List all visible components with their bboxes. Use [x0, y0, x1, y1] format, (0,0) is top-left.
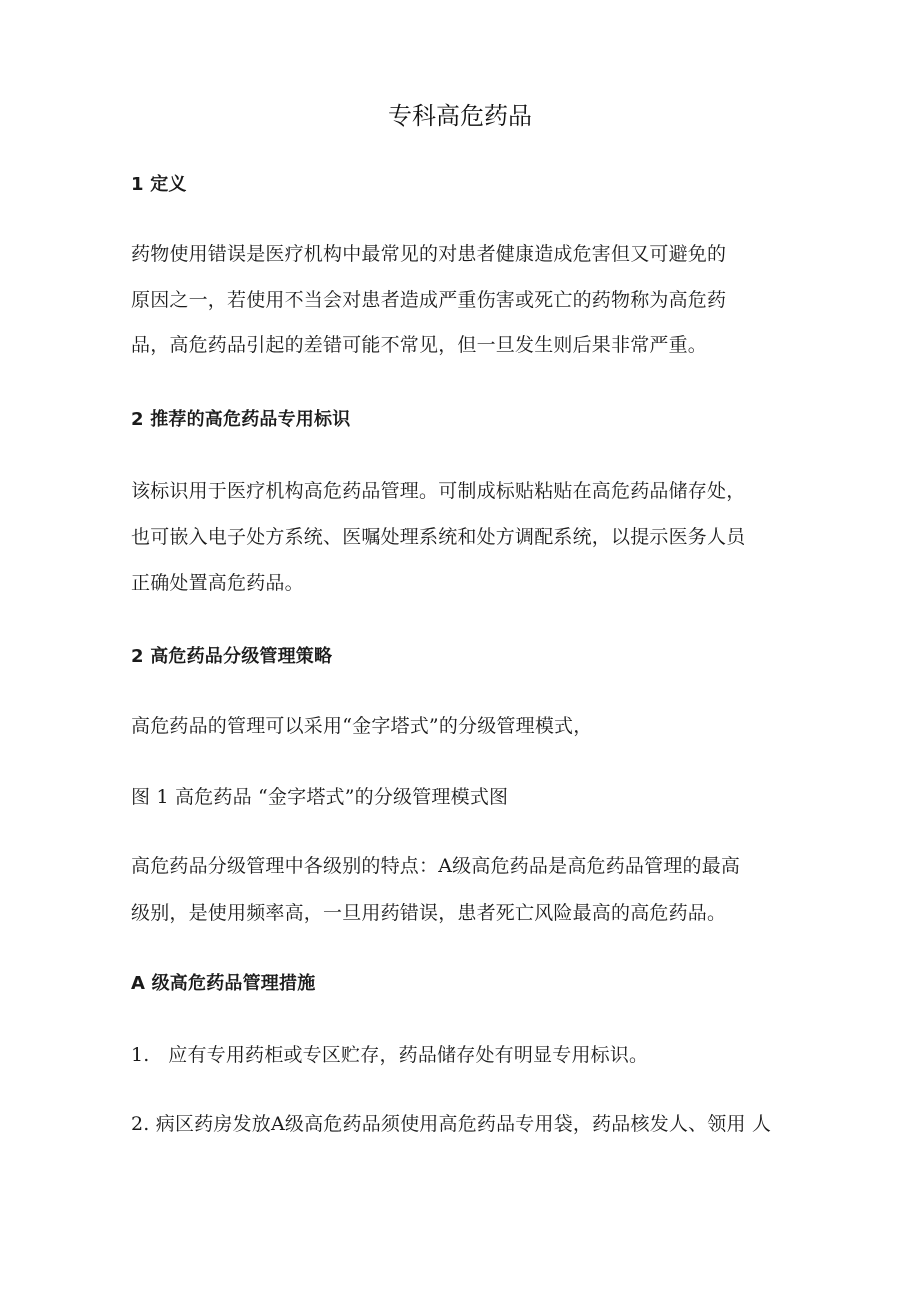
section-heading-definition: 1 定义: [131, 174, 187, 195]
paragraph-line: 原因之一，若使用不当会对患者造成严重伤害或死亡的药物称为高危药: [131, 289, 727, 311]
figure-caption: 图 1 高危药品 “金字塔式”的分级管理模式图: [131, 786, 509, 808]
section-heading-grading-strategy: 2 高危药品分级管理策略: [131, 646, 333, 667]
document-title: 专科高危药品: [388, 102, 532, 130]
paragraph-line: 级别，是使用频率高，一旦用药错误，患者死亡风险最高的高危药品。: [131, 902, 727, 924]
paragraph-line: 品，高危药品引起的差错可能不常见，但一旦发生则后果非常严重。: [131, 334, 708, 356]
list-item: 2. 病区药房发放A级高危药品须使用高危药品专用袋，药品核发人、领用 人: [131, 1113, 772, 1135]
paragraph-line: 正确处置高危药品。: [131, 572, 304, 594]
section-heading-a-level-measures: A 级高危药品管理措施: [131, 973, 316, 994]
paragraph-line: 该标识用于医疗机构高危药品管理。可制成标贴粘贴在高危药品储存处，: [131, 480, 746, 502]
paragraph-intro: 高危药品的管理可以采用“金字塔式”的分级管理模式，: [131, 715, 593, 737]
section-heading-label: 2 推荐的高危药品专用标识: [131, 409, 351, 430]
list-item: 1. 应有专用药柜或专区贮存，药品储存处有明显专用标识。: [131, 1044, 649, 1066]
paragraph-line: 药物使用错误是医疗机构中最常见的对患者健康造成危害但又可避免的: [131, 243, 727, 265]
paragraph-line: 也可嵌入电子处方系统、医嘱处理系统和处方调配系统，以提示医务人员: [131, 526, 746, 548]
paragraph-line: 高危药品分级管理中各级别的特点：A级高危药品是高危药品管理的最高: [131, 855, 741, 877]
